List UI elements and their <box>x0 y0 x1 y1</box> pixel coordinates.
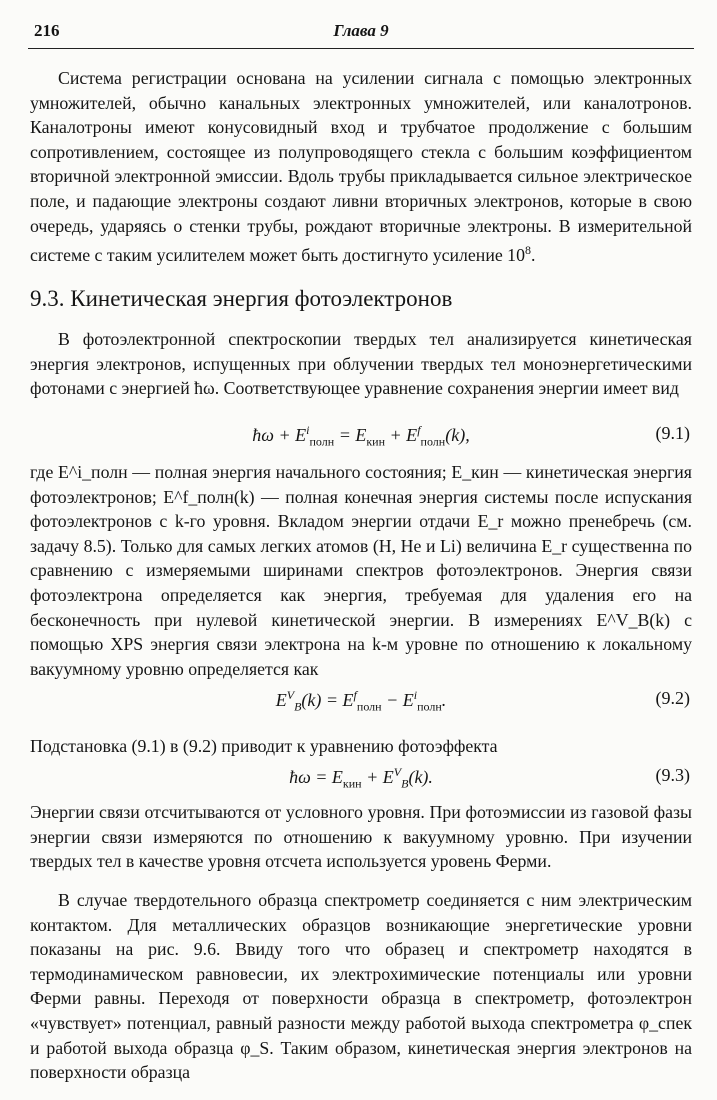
equation-number-9-2: (9.2) <box>655 688 690 708</box>
section-heading: 9.3. Кинетическая энергия фотоэлектронов <box>30 286 453 311</box>
equation-9-1: ħω + $E^i_{полн} = E_{кин} + E^f_{полн}(k)$, (9.1) <box>252 423 690 449</box>
gain-exponent: 8 <box>524 243 531 258</box>
paragraph-substitution: Подстановка (9.1) в (9.2) приводит к уравнению фотоэффекта <box>30 736 498 756</box>
equation-9-3: ħω = $E_{кин} + E^V_B(k)$. (9.3) <box>289 765 690 791</box>
equation-number-9-3: (9.3) <box>655 765 690 785</box>
paragraph-kinetic-energy: В фотоэлектронной спектроскопии твердых тел анализируется кинетическая энергия электронов, испущенных при облучении твердых тел моноэнергетическими фотонами с энергией ħω. Соответствующее уравнение сохранения энергии имеет вид <box>30 329 692 399</box>
paragraph-detector: Система регистрации основана на усилении сигнала с помощью электронных умножителей, обычно канальных электронных умножителей, или каналотронов. Каналотроны имеют конусовидный вход и трубчатое продолжение с большим сопротивлением, состоящее из полупроводящего стекла с большим коэффициентом вторичной электронной эмиссии. Вдоль трубы прикладывается сильное электрическое поле, и падающие электроны создают ливни вторичных электронов, которые в свою очередь, ударяясь о стенки трубы, рождают вторичные электроны. В измерительной системе с таким усилителем может быть достигнуто усиление $10^8$. <box>30 68 692 266</box>
equation-number-9-1: (9.1) <box>655 423 690 443</box>
equation-9-2: $E^V_B(k) = E^f_{полн} - E^i_{полн}$. (9.2) <box>275 688 690 714</box>
paragraph-detector-text: Система регистрации основана на усилении сигнала с помощью электронных умножителей, обычно канальных электронных умножителей, или каналотронов. Каналотроны имеют конусовидный вход и трубчатое продолжение с большим сопротивлением, состоящее из полупроводящего стекла с большим коэффициентом вторичной электронной эмиссии. Вдоль трубы прикладывается сильное электрическое поле, и падающие электроны создают ливни вторичных электронов, которые в свою очередь, ударяясь о стенки трубы, рождают вторичные электроны. В измерительной системе с таким усилителем может быть достигнуто усиление 10 <box>30 68 692 266</box>
paragraph-solid-sample: В случае твердотельного образца спектрометр соединяется с ним электрическим контактом. Для металлических образцов возникающие энергетические уровни показаны на рис. 9.6. Ввиду того что образец и спектрометр находятся в термодинамическом равновесии, их электрохимические потенциалы или уровни Ферми равны. Переходя от поверхности образца в спектрометр, фотоэлектрон «чувствует» потенциал, равный разности между работой выхода спектрометра φ_спек и работой выхода образца φ_S. Таким образом, кинетическая энергия электронов на поверхности образца <box>30 890 692 1083</box>
page-number: 216 <box>34 21 60 40</box>
paragraph-binding-energy: Энергии связи отсчитываются от условного уровня. При фотоэмиссии из газовой фазы энергии связи измеряются по отношению к вакуумному уровню. При изучении твердых тел в качестве уровня отсчета используется уровень Ферми. <box>30 802 692 872</box>
chapter-title: Глава 9 <box>333 21 389 40</box>
paragraph-definitions: где E^i_полн — полная энергия начального состояния; E_кин — кинетическая энергия фотоэлектронов; E^f_полн(k) — полная конечная энергия системы после испускания фотоэлектронов с k-го уровня. Вкладом энергии отдачи E_r можно пренебречь (см. задачу 8.5). Только для самых легких атомов (H, He и Li) величина E_r существенна по сравнению с измеряемыми ширинами спектров фотоэлектронов. Энергия связи фотоэлектрона определяется как энергия, требуемая для удаления его на бесконечность при нулевой кинетической энергии. В измерениях E^V_B(k) с помощью XPS энергия связи электрона на k-м уровне по отношению к локальному вакуумному уровню определяется как <box>30 462 692 679</box>
running-header <box>28 20 694 49</box>
